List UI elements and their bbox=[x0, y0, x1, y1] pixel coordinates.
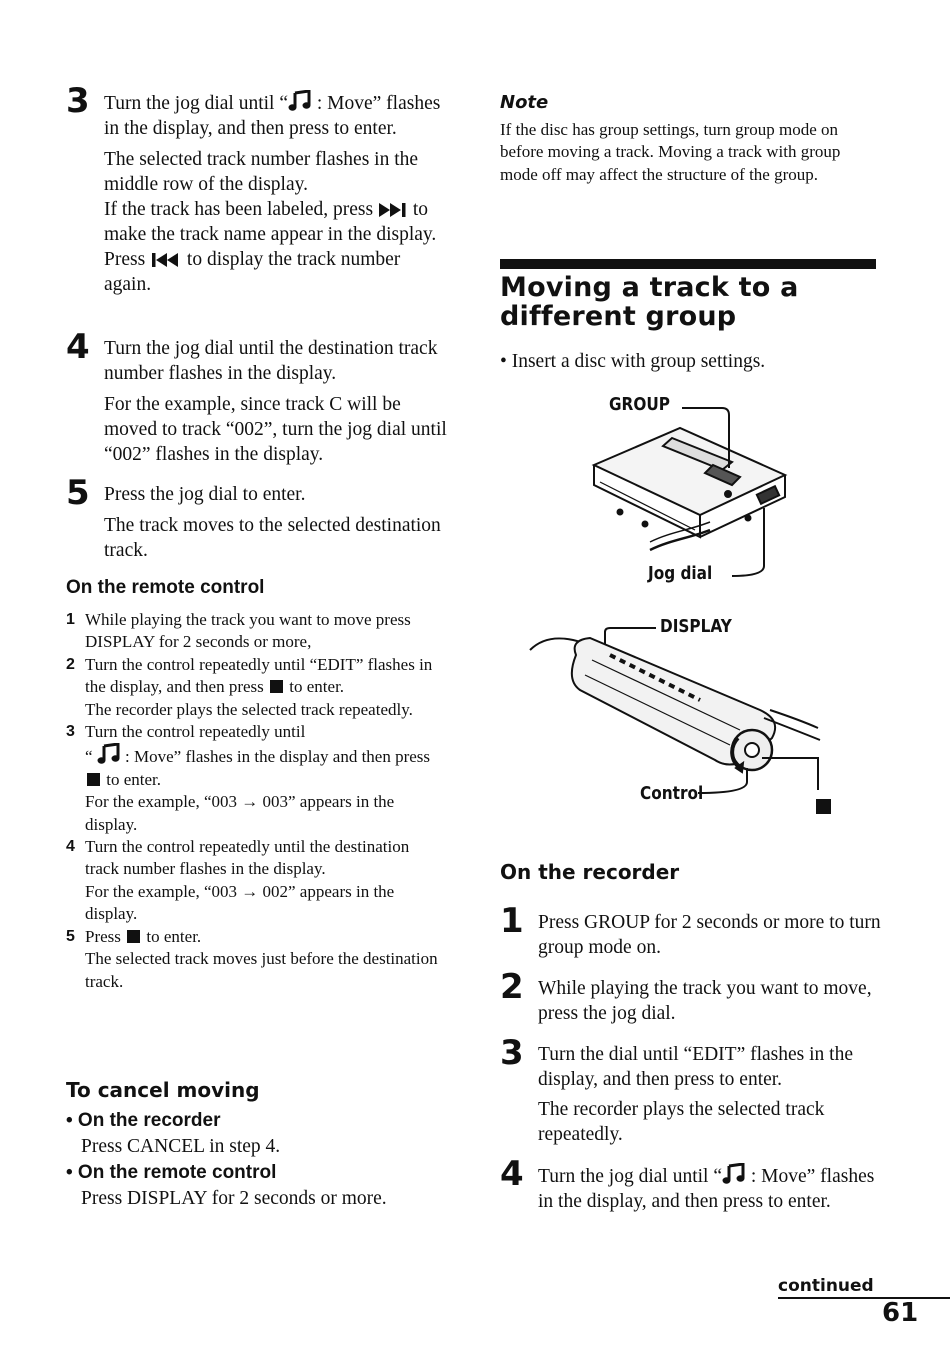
recorder-heading: On the recorder bbox=[500, 860, 680, 884]
remote-control-heading: On the remote control bbox=[66, 577, 265, 598]
item-text: Press bbox=[85, 926, 126, 946]
page-number: 61 bbox=[882, 1298, 919, 1328]
recorder-illustration bbox=[500, 390, 880, 590]
step-text: The recorder plays the selected track repeatedly. bbox=[538, 1099, 825, 1145]
step-number: 2 bbox=[500, 967, 524, 1007]
item-text: The selected track moves just before the destination track. bbox=[85, 949, 438, 991]
text: : Move” flashes in the display, and then press to enter. bbox=[104, 93, 441, 139]
group-callout: GROUP bbox=[609, 394, 670, 415]
item-text: to enter. bbox=[142, 926, 202, 946]
previous-track-icon bbox=[150, 252, 182, 268]
text: : Move” flashes in the display, and then press to enter. bbox=[538, 1166, 875, 1212]
step-body bbox=[538, 1163, 883, 1219]
control-callout: Control bbox=[640, 783, 704, 804]
footer-rule bbox=[778, 1297, 950, 1299]
section-title bbox=[500, 273, 880, 331]
step-text: Turn the jog dial until the destination track number flashes in the display. bbox=[104, 338, 438, 384]
item-number: 1 bbox=[66, 611, 75, 628]
title-line: different group bbox=[500, 301, 737, 332]
list-item bbox=[66, 609, 446, 654]
list-item bbox=[66, 721, 446, 836]
item-text: While playing the track you want to move press DISPLAY for 2 seconds or more, bbox=[85, 610, 411, 652]
double-eighth-note-icon bbox=[722, 1163, 746, 1185]
remote-illustration bbox=[500, 610, 880, 820]
item-text: to enter. bbox=[102, 769, 162, 789]
step-body bbox=[538, 976, 883, 1031]
item-text: The recorder plays the selected track repeatedly. bbox=[85, 699, 413, 719]
step-text: Press GROUP for 2 seconds or more to turn group mode on. bbox=[538, 912, 881, 958]
item-text: For the example, “003 → 003” appears in the display. bbox=[85, 792, 395, 834]
step-text bbox=[104, 90, 449, 141]
display-button-callout: DISPLAY bbox=[660, 616, 732, 637]
item-number: 2 bbox=[66, 655, 75, 673]
step-number: 3 bbox=[500, 1033, 524, 1073]
next-track-icon bbox=[378, 202, 408, 218]
continued-label: continued bbox=[778, 1276, 874, 1296]
list-item bbox=[66, 926, 446, 993]
step-text: The selected track number flashes in the middle row of the display. bbox=[104, 149, 419, 195]
double-eighth-note-icon bbox=[97, 743, 121, 765]
step-body bbox=[104, 90, 449, 302]
item-number: 5 bbox=[66, 927, 75, 945]
item-text: “ bbox=[85, 747, 97, 767]
step-text: Press the jog dial to enter. bbox=[104, 484, 306, 505]
step-number: 5 bbox=[66, 473, 90, 513]
step-text bbox=[538, 1163, 883, 1214]
recorder-drawing bbox=[500, 390, 880, 590]
cancel-moving-heading: To cancel moving bbox=[66, 1078, 260, 1102]
cancel-label: • On the remote control bbox=[66, 1162, 277, 1183]
text: to make the track name appear in the display. Press bbox=[104, 199, 437, 270]
item-number: 3 bbox=[66, 723, 75, 741]
text: Turn the jog dial until “ bbox=[538, 1166, 722, 1187]
step-text: The track moves to the selected destination track. bbox=[104, 515, 441, 561]
step-body bbox=[104, 482, 449, 568]
cancel-text: Press DISPLAY for 2 seconds or more. bbox=[81, 1188, 387, 1209]
text: If the track has been labeled, press bbox=[104, 199, 378, 220]
remote-control-steps bbox=[66, 609, 446, 993]
note-heading: Note bbox=[500, 92, 549, 113]
step-text: Turn the dial until “EDIT” flashes in the display, and then press to enter. bbox=[538, 1044, 854, 1090]
step-number: 1 bbox=[500, 901, 524, 941]
list-item bbox=[66, 836, 446, 926]
stop-square-icon bbox=[127, 930, 140, 943]
double-eighth-note-icon bbox=[288, 90, 312, 112]
cancel-text: Press CANCEL in step 4. bbox=[81, 1136, 281, 1157]
item-text: Turn the control repeatedly until bbox=[85, 722, 306, 742]
item-text: : Move” flashes in the display and then press bbox=[120, 747, 431, 767]
item-text: Turn the control repeatedly until “EDIT” flashes in the display, and then press bbox=[85, 654, 433, 697]
step-body bbox=[538, 910, 883, 965]
cancel-list bbox=[66, 1108, 446, 1212]
title-line: Moving a track to a bbox=[500, 272, 799, 303]
item-text: Turn the control repeatedly until the destination track number flashes in the display. bbox=[85, 837, 410, 879]
step-number: 4 bbox=[66, 327, 90, 367]
section-rule bbox=[500, 259, 876, 269]
step-text bbox=[104, 197, 449, 297]
stop-square-icon bbox=[87, 773, 100, 786]
text: to display the track number again. bbox=[104, 249, 401, 295]
prerequisite-bullet: • Insert a disc with group settings. bbox=[500, 351, 766, 372]
stop-square-icon bbox=[270, 680, 283, 693]
stop-square-icon bbox=[816, 799, 831, 814]
note-text: If the disc has group settings, turn group mode on before moving a track. Moving a track with group mode off may affect the structure of the group. bbox=[500, 120, 841, 184]
jog-dial-callout: Jog dial bbox=[648, 563, 713, 584]
step-text: For the example, since track C will be moved to track “002”, turn the jog dial until “002” flashes in the display. bbox=[104, 394, 447, 465]
item-text: to enter. bbox=[285, 677, 345, 697]
step-body bbox=[538, 1042, 883, 1152]
text: Turn the jog dial until “ bbox=[104, 93, 288, 114]
step-body bbox=[104, 336, 449, 472]
step-number: 3 bbox=[66, 81, 90, 121]
step-text: While playing the track you want to move, press the jog dial. bbox=[538, 978, 872, 1024]
item-text: For the example, “003 → 002” appears in the display. bbox=[85, 881, 395, 924]
item-number: 4 bbox=[66, 838, 75, 856]
list-item bbox=[66, 654, 446, 721]
step-number: 4 bbox=[500, 1154, 524, 1194]
cancel-label: • On the recorder bbox=[66, 1110, 221, 1131]
